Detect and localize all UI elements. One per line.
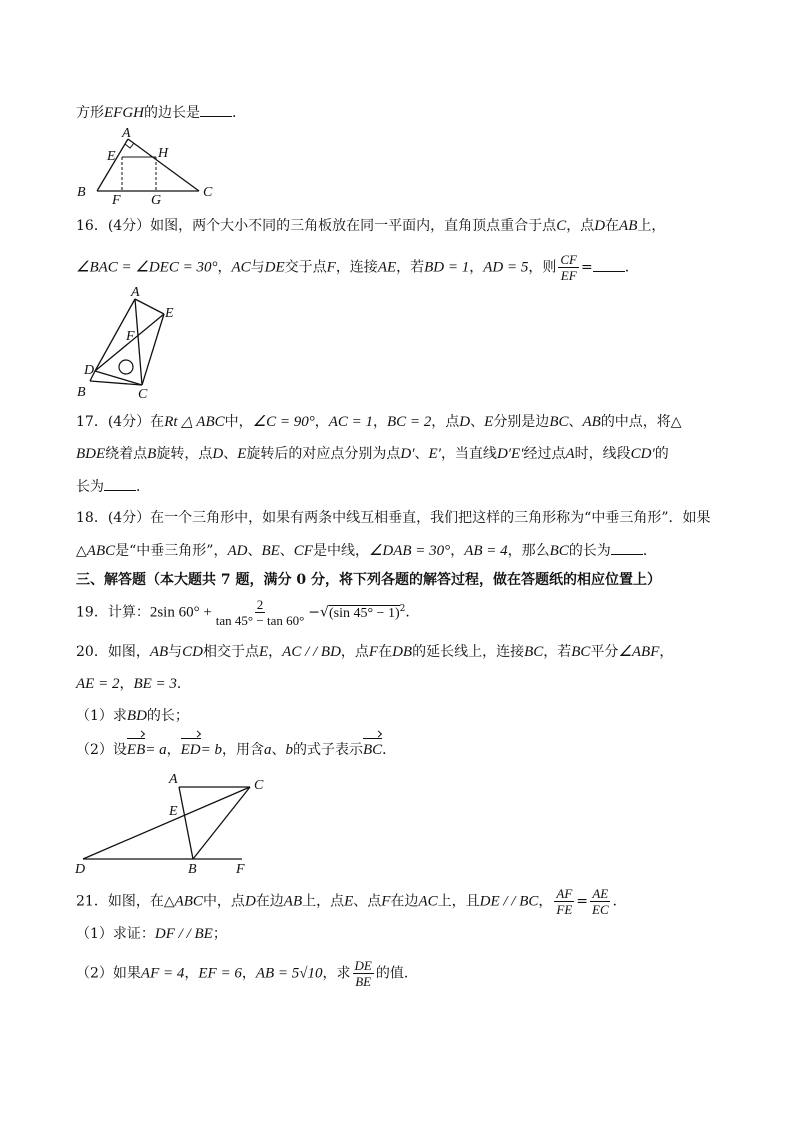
fig15-label-g: G <box>151 193 162 208</box>
fig15-label-b: B <box>77 185 86 200</box>
fig15-right-angle-mark <box>125 143 134 148</box>
problem-19: 19．计算：2sin 60° + $\frac{2}{\tan 45^\circ - \tan 60^\circ}$ −√(sin 45° − 1)$^2$． <box>76 597 420 628</box>
problem-16-line-1: 16．(4分）如图，两个大小不同的三角板放在同一平面内，直角顶点重合于点C，点D在AB上， <box>76 218 666 234</box>
answer-blank <box>611 540 643 555</box>
problem-18-line-2: △ABC是“中垂三角形”，AD、BE、CF是中线，∠DAB = 30°，AB = 4，那么BC的长为 ． <box>76 540 657 561</box>
problem-18-line-1: 18．(4分）在一个三角形中，如果有两条中线互相垂直，我们把这样的三角形称为“中垂三角形”．如果 <box>76 510 711 526</box>
fig16-hole-circle <box>119 360 133 374</box>
problem-17-line-3: 长为 ． <box>76 476 150 497</box>
problem-17-line-1: 17．(4分）在Rt △ ABC中，∠C = 90°，AC = 1，BC = 2，点D、E分别是边BC、AB的中点，将△ <box>76 414 682 430</box>
fig16-line-ac <box>135 299 142 385</box>
fig20-label-a: A <box>169 772 178 787</box>
problem-21-question-1: （1）求证：DF / / BE； <box>76 926 227 942</box>
problem-15-tail: 方形EFGH的边长是 ． <box>76 102 246 123</box>
fig15-label-c: C <box>203 185 213 200</box>
vector-ed: ED <box>180 742 201 758</box>
fraction-af-fe: $\frac{AF}{FE}$ <box>556 886 573 917</box>
fig16-line-ae <box>135 299 164 314</box>
fig20-label-c: C <box>254 778 264 793</box>
problem-16-line-2: ∠BAC = ∠DEC = 30°，AC与DE交于点F，连接AE，若BD = 1，AD = 5，则 $\frac{CF}{EF}$ = ． <box>76 252 639 283</box>
fig15-label-a: A <box>122 126 131 141</box>
fraction-cf-ef: $\frac{CF}{EF}$ <box>560 252 578 283</box>
fig16-label-d: D <box>84 363 95 378</box>
section-3-header: 三、解答题（本大题共 7 题，满分 0 分，将下列各题的解答过程，做在答题纸的相应位置上） <box>76 572 661 588</box>
fig16-label-b: B <box>77 385 86 400</box>
problem-20-line-2: AE = 2，BE = 3． <box>76 676 191 692</box>
sqrt-icon: √ <box>320 604 329 621</box>
answer-blank <box>200 102 232 117</box>
fig20-label-e: E <box>169 804 178 819</box>
fig16-line-ec <box>142 314 164 385</box>
fig20-line-ab <box>179 787 193 859</box>
figure-15 <box>70 126 230 206</box>
fraction-ae-ec: $\frac{AE}{EC}$ <box>592 886 609 917</box>
fig20-label-d: D <box>75 862 86 877</box>
fig20-line-bc <box>193 787 250 859</box>
fig16-label-a: A <box>131 285 140 300</box>
fig15-line-ab <box>97 139 128 191</box>
vector-eb: EB <box>126 742 146 758</box>
figure-20 <box>70 770 270 880</box>
sqrt-radicand: (sin 45° − 1) <box>328 605 400 621</box>
fig15-label-h: H <box>158 146 169 161</box>
figure-16 <box>70 283 190 403</box>
answer-blank <box>593 257 625 272</box>
fig16-label-e: E <box>165 306 174 321</box>
fraction-de-be: $\frac{DE}{BE}$ <box>354 958 372 989</box>
fig16-label-c: C <box>138 387 148 402</box>
fig15-label-f: F <box>112 193 121 208</box>
problem-21-line-1: 21．如图，在△ABC中，点D在边AB上，点E、点F在边AC上，且DE / / BC， $\frac{AF}{FE}$ = $\frac{AE}{EC}$ ． <box>76 886 627 917</box>
problem-21-question-2: （2）如果AF = 4，EF = 6，AB = 5√10，求 $\frac{DE}{BE}$ 的值． <box>76 958 418 989</box>
fig20-line-dc <box>83 787 250 859</box>
problem-20-line-1: 20．如图，AB与CD相交于点E，AC / / BD，点F在DB的延长线上，连接BC，若BC平分∠ABF， <box>76 644 674 660</box>
fig20-label-f: F <box>236 862 245 877</box>
problem-20-question-1: （1）求BD的长； <box>76 708 189 724</box>
problem-20-question-2: （2）设EB= a，ED= b，用含a、b的式子表示BC． <box>76 742 397 758</box>
fraction-19: $\frac{2}{\tan 45^\circ - \tan 60^\circ}$ <box>215 597 305 628</box>
answer-blank <box>104 476 136 491</box>
fig16-label-f: F <box>126 329 135 344</box>
fig15-label-e: E <box>107 149 116 164</box>
problem-17-line-2: BDE绕着点B旋转，点D、E旋转后的对应点分别为点D′、E′，当直线D′E′经过点A时，线段CD′的 <box>76 446 669 462</box>
fig20-label-b: B <box>188 862 197 877</box>
vector-bc: BC <box>363 742 383 758</box>
